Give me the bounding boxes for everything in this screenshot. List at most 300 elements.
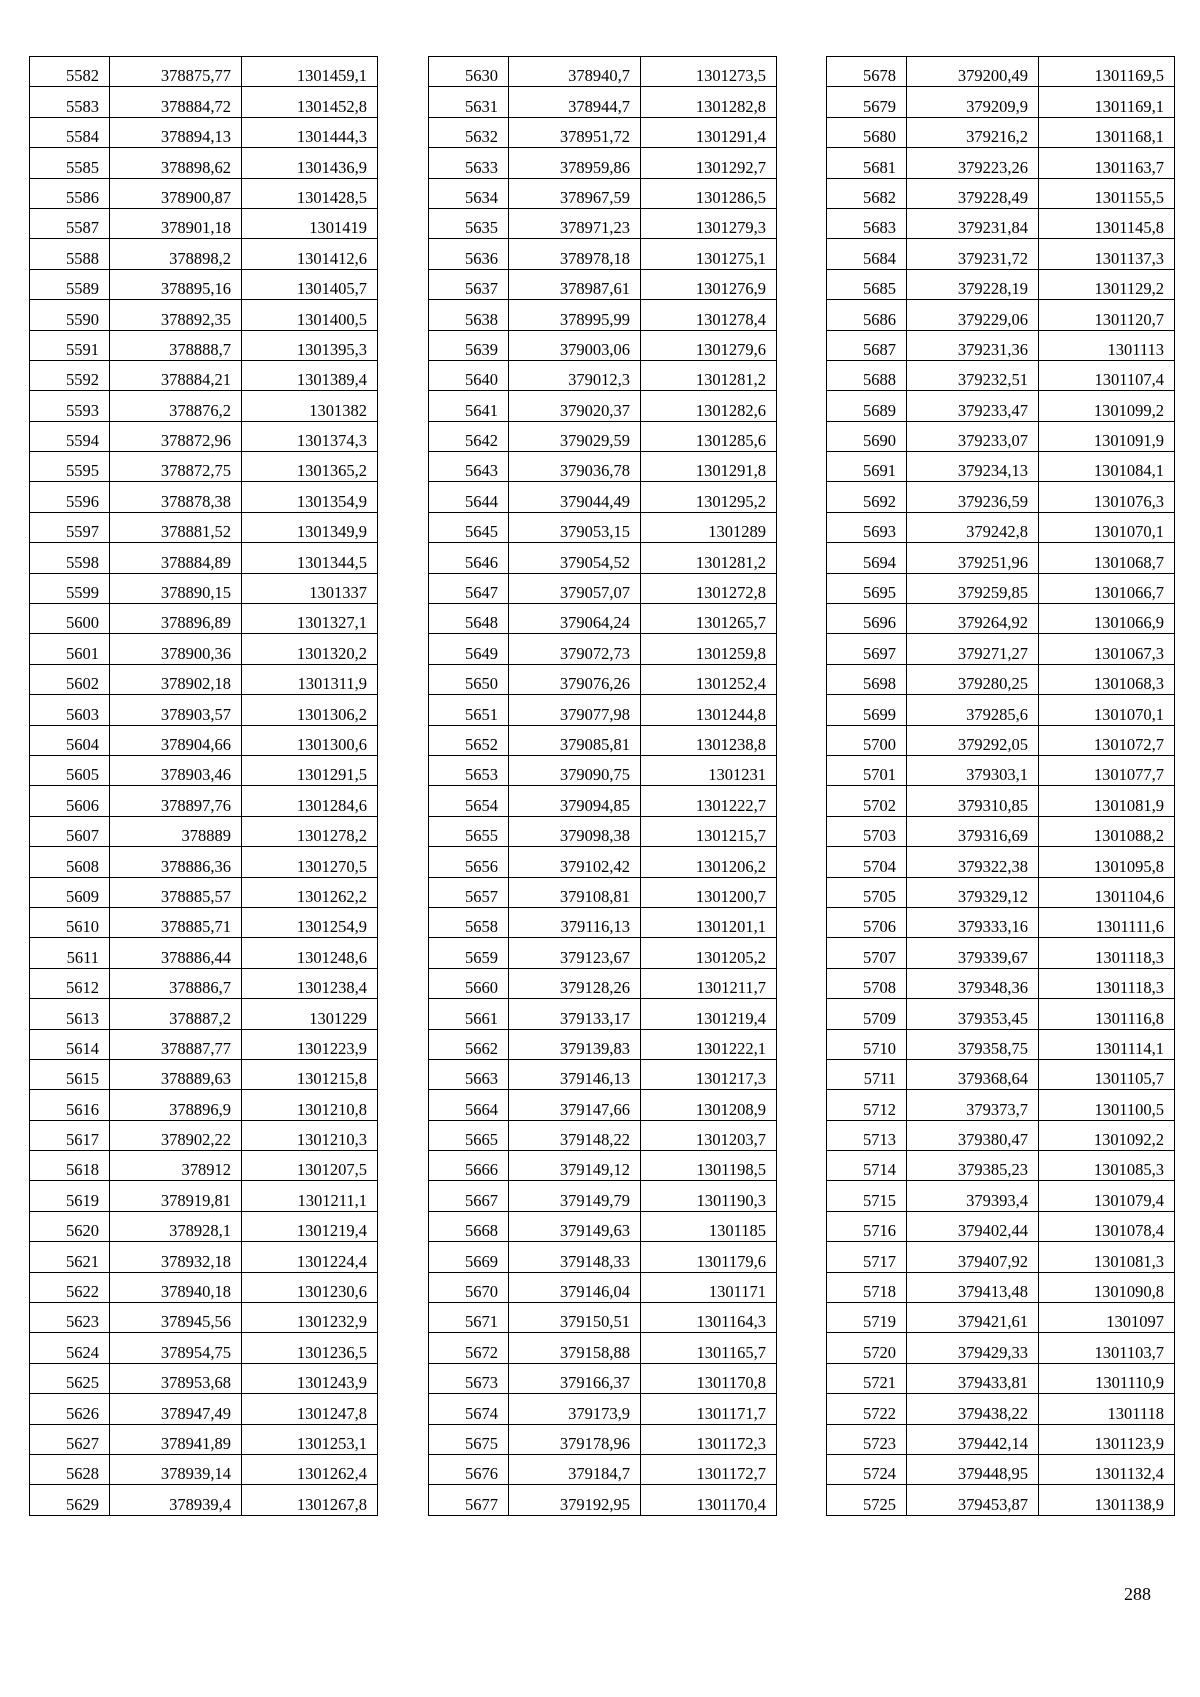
y-coordinate-cell: 1301095,8: [1039, 847, 1175, 877]
table-row: [30, 1029, 378, 1059]
x-coordinate-cell: 379339,67: [907, 938, 1039, 968]
y-coordinate-cell: 1301273,5: [641, 57, 777, 87]
table-row: [827, 816, 1175, 846]
table-row: [827, 208, 1175, 238]
y-coordinate-cell: 1301081,3: [1039, 1242, 1175, 1272]
x-coordinate-cell: 378884,72: [110, 87, 242, 117]
point-number-cell: 5723: [827, 1424, 907, 1454]
point-number-cell: 5593: [30, 391, 110, 421]
y-coordinate-cell: 1301185: [641, 1211, 777, 1241]
x-coordinate-cell: 379020,37: [509, 391, 641, 421]
point-number-cell: 5722: [827, 1394, 907, 1424]
table-row: [30, 57, 378, 87]
point-number-cell: 5680: [827, 117, 907, 147]
point-number-cell: 5688: [827, 360, 907, 390]
point-number-cell: 5694: [827, 543, 907, 573]
table-row: [429, 816, 777, 846]
y-coordinate-cell: 1301238,4: [242, 968, 378, 998]
table-row: [429, 452, 777, 482]
table-row: [30, 360, 378, 390]
x-coordinate-cell: 378940,7: [509, 57, 641, 87]
point-number-cell: 5670: [429, 1272, 509, 1302]
x-coordinate-cell: 378885,57: [110, 877, 242, 907]
table-row: [827, 482, 1175, 512]
table-row: [429, 360, 777, 390]
point-number-cell: 5665: [429, 1120, 509, 1150]
table-row: [429, 695, 777, 725]
table-row: [30, 1394, 378, 1424]
x-coordinate-cell: 379438,22: [907, 1394, 1039, 1424]
x-coordinate-cell: 379453,87: [907, 1485, 1039, 1515]
y-coordinate-cell: 1301081,9: [1039, 786, 1175, 816]
x-coordinate-cell: 379166,37: [509, 1363, 641, 1393]
table-row: [30, 725, 378, 755]
x-coordinate-cell: 379285,6: [907, 695, 1039, 725]
point-number-cell: 5708: [827, 968, 907, 998]
point-number-cell: 5700: [827, 725, 907, 755]
point-number-cell: 5714: [827, 1151, 907, 1181]
x-coordinate-cell: 379133,17: [509, 999, 641, 1029]
x-coordinate-cell: 378896,9: [110, 1090, 242, 1120]
x-coordinate-cell: 378892,35: [110, 300, 242, 330]
table-row: [827, 1242, 1175, 1272]
y-coordinate-cell: 1301262,4: [242, 1454, 378, 1484]
table-row: [429, 391, 777, 421]
point-number-cell: 5624: [30, 1333, 110, 1363]
point-number-cell: 5661: [429, 999, 509, 1029]
x-coordinate-cell: 379003,06: [509, 330, 641, 360]
y-coordinate-cell: 1301276,9: [641, 269, 777, 299]
x-coordinate-cell: 379094,85: [509, 786, 641, 816]
x-coordinate-cell: 378896,89: [110, 604, 242, 634]
point-number-cell: 5695: [827, 573, 907, 603]
point-number-cell: 5675: [429, 1424, 509, 1454]
x-coordinate-cell: 378881,52: [110, 512, 242, 542]
x-coordinate-cell: 379149,12: [509, 1151, 641, 1181]
table-row: [429, 938, 777, 968]
table-row: [827, 847, 1175, 877]
y-coordinate-cell: 1301168,1: [1039, 117, 1175, 147]
y-coordinate-cell: 1301110,9: [1039, 1363, 1175, 1393]
point-number-cell: 5654: [429, 786, 509, 816]
point-number-cell: 5660: [429, 968, 509, 998]
x-coordinate-cell: 379233,47: [907, 391, 1039, 421]
table-row: [30, 208, 378, 238]
table-row: [827, 1424, 1175, 1454]
table-row: [30, 239, 378, 269]
y-coordinate-cell: 1301405,7: [242, 269, 378, 299]
point-number-cell: 5601: [30, 634, 110, 664]
x-coordinate-cell: 379231,36: [907, 330, 1039, 360]
point-number-cell: 5674: [429, 1394, 509, 1424]
table-row: [30, 907, 378, 937]
x-coordinate-cell: 379054,52: [509, 543, 641, 573]
table-row: [30, 178, 378, 208]
point-number-cell: 5614: [30, 1029, 110, 1059]
y-coordinate-cell: 1301215,8: [242, 1059, 378, 1089]
point-number-cell: 5643: [429, 452, 509, 482]
point-number-cell: 5611: [30, 938, 110, 968]
table-row: [30, 1272, 378, 1302]
y-coordinate-cell: 1301206,2: [641, 847, 777, 877]
x-coordinate-cell: 378888,7: [110, 330, 242, 360]
y-coordinate-cell: 1301400,5: [242, 300, 378, 330]
point-number-cell: 5592: [30, 360, 110, 390]
point-number-cell: 5724: [827, 1454, 907, 1484]
x-coordinate-cell: 378894,13: [110, 117, 242, 147]
x-coordinate-cell: 379413,48: [907, 1272, 1039, 1302]
point-number-cell: 5591: [30, 330, 110, 360]
y-coordinate-cell: 1301066,7: [1039, 573, 1175, 603]
x-coordinate-cell: 379123,67: [509, 938, 641, 968]
point-number-cell: 5713: [827, 1120, 907, 1150]
point-number-cell: 5721: [827, 1363, 907, 1393]
y-coordinate-cell: 1301105,7: [1039, 1059, 1175, 1089]
x-coordinate-cell: 379178,96: [509, 1424, 641, 1454]
x-coordinate-cell: 379259,85: [907, 573, 1039, 603]
y-coordinate-cell: 1301210,3: [242, 1120, 378, 1150]
point-number-cell: 5639: [429, 330, 509, 360]
x-coordinate-cell: 378886,7: [110, 968, 242, 998]
y-coordinate-cell: 1301354,9: [242, 482, 378, 512]
point-number-cell: 5647: [429, 573, 509, 603]
x-coordinate-cell: 378940,18: [110, 1272, 242, 1302]
table-row: [30, 999, 378, 1029]
x-coordinate-cell: 378890,15: [110, 573, 242, 603]
x-coordinate-cell: 378884,21: [110, 360, 242, 390]
point-number-cell: 5616: [30, 1090, 110, 1120]
table-row: [30, 938, 378, 968]
point-number-cell: 5589: [30, 269, 110, 299]
x-coordinate-cell: 379393,4: [907, 1181, 1039, 1211]
point-number-cell: 5644: [429, 482, 509, 512]
y-coordinate-cell: 1301279,3: [641, 208, 777, 238]
y-coordinate-cell: 1301262,2: [242, 877, 378, 907]
x-coordinate-cell: 379102,42: [509, 847, 641, 877]
point-number-cell: 5582: [30, 57, 110, 87]
y-coordinate-cell: 1301412,6: [242, 239, 378, 269]
table-row: [30, 1242, 378, 1272]
point-number-cell: 5642: [429, 421, 509, 451]
x-coordinate-cell: 379264,92: [907, 604, 1039, 634]
x-coordinate-cell: 379229,06: [907, 300, 1039, 330]
table-row: [429, 786, 777, 816]
point-number-cell: 5705: [827, 877, 907, 907]
table-row: [429, 1394, 777, 1424]
x-coordinate-cell: 378898,62: [110, 148, 242, 178]
x-coordinate-cell: 378900,36: [110, 634, 242, 664]
point-number-cell: 5584: [30, 117, 110, 147]
x-coordinate-cell: 379077,98: [509, 695, 641, 725]
y-coordinate-cell: 1301291,8: [641, 452, 777, 482]
table-row: [30, 634, 378, 664]
y-coordinate-cell: 1301200,7: [641, 877, 777, 907]
y-coordinate-cell: 1301129,2: [1039, 269, 1175, 299]
table-row: [827, 604, 1175, 634]
table-row: [827, 1211, 1175, 1241]
point-number-cell: 5702: [827, 786, 907, 816]
point-number-cell: 5619: [30, 1181, 110, 1211]
point-number-cell: 5707: [827, 938, 907, 968]
table-row: [827, 1059, 1175, 1089]
y-coordinate-cell: 1301070,1: [1039, 695, 1175, 725]
point-number-cell: 5603: [30, 695, 110, 725]
table-row: [429, 1424, 777, 1454]
x-coordinate-cell: 379064,24: [509, 604, 641, 634]
y-coordinate-cell: 1301279,6: [641, 330, 777, 360]
point-number-cell: 5638: [429, 300, 509, 330]
y-coordinate-cell: 1301272,8: [641, 573, 777, 603]
table-row: [429, 87, 777, 117]
x-coordinate-cell: 379329,12: [907, 877, 1039, 907]
x-coordinate-cell: 378889,63: [110, 1059, 242, 1089]
point-number-cell: 5628: [30, 1454, 110, 1484]
y-coordinate-cell: 1301170,8: [641, 1363, 777, 1393]
x-coordinate-cell: 378872,75: [110, 452, 242, 482]
x-coordinate-cell: 379233,07: [907, 421, 1039, 451]
y-coordinate-cell: 1301120,7: [1039, 300, 1175, 330]
point-number-cell: 5637: [429, 269, 509, 299]
y-coordinate-cell: 1301138,9: [1039, 1485, 1175, 1515]
y-coordinate-cell: 1301145,8: [1039, 208, 1175, 238]
page-number: 288: [1124, 1584, 1151, 1604]
point-number-cell: 5650: [429, 664, 509, 694]
y-coordinate-cell: 1301172,3: [641, 1424, 777, 1454]
table-row: [30, 573, 378, 603]
table-row: [827, 695, 1175, 725]
x-coordinate-cell: 378932,18: [110, 1242, 242, 1272]
x-coordinate-cell: 378903,46: [110, 755, 242, 785]
point-number-cell: 5636: [429, 239, 509, 269]
x-coordinate-cell: 379200,49: [907, 57, 1039, 87]
x-coordinate-cell: 378947,49: [110, 1394, 242, 1424]
point-number-cell: 5699: [827, 695, 907, 725]
y-coordinate-cell: 1301337: [242, 573, 378, 603]
point-number-cell: 5692: [827, 482, 907, 512]
y-coordinate-cell: 1301254,9: [242, 907, 378, 937]
table-row: [429, 543, 777, 573]
y-coordinate-cell: 1301215,7: [641, 816, 777, 846]
x-coordinate-cell: 378875,77: [110, 57, 242, 87]
x-coordinate-cell: 379433,81: [907, 1363, 1039, 1393]
table-row: [429, 1303, 777, 1333]
table-row: [429, 239, 777, 269]
table-row: [429, 1059, 777, 1089]
x-coordinate-cell: 378886,44: [110, 938, 242, 968]
table-row: [30, 1059, 378, 1089]
y-coordinate-cell: 1301219,4: [242, 1211, 378, 1241]
y-coordinate-cell: 1301281,2: [641, 360, 777, 390]
point-number-cell: 5709: [827, 999, 907, 1029]
coordinates-table-1: [29, 56, 378, 1516]
table-row: [429, 1181, 777, 1211]
x-coordinate-cell: 379353,45: [907, 999, 1039, 1029]
x-coordinate-cell: 378987,61: [509, 269, 641, 299]
y-coordinate-cell: 1301232,9: [242, 1303, 378, 1333]
point-number-cell: 5607: [30, 816, 110, 846]
y-coordinate-cell: 1301292,7: [641, 148, 777, 178]
point-number-cell: 5690: [827, 421, 907, 451]
point-number-cell: 5645: [429, 512, 509, 542]
x-coordinate-cell: 378878,38: [110, 482, 242, 512]
x-coordinate-cell: 379429,33: [907, 1333, 1039, 1363]
y-coordinate-cell: 1301344,5: [242, 543, 378, 573]
table-row: [827, 573, 1175, 603]
point-number-cell: 5668: [429, 1211, 509, 1241]
table-row: [30, 1303, 378, 1333]
x-coordinate-cell: 378959,86: [509, 148, 641, 178]
y-coordinate-cell: 1301217,3: [641, 1059, 777, 1089]
point-number-cell: 5623: [30, 1303, 110, 1333]
point-number-cell: 5640: [429, 360, 509, 390]
table-row: [827, 543, 1175, 573]
x-coordinate-cell: 378978,18: [509, 239, 641, 269]
y-coordinate-cell: 1301118,3: [1039, 938, 1175, 968]
x-coordinate-cell: 379316,69: [907, 816, 1039, 846]
point-number-cell: 5594: [30, 421, 110, 451]
table-row: [429, 968, 777, 998]
x-coordinate-cell: 379098,38: [509, 816, 641, 846]
y-coordinate-cell: 1301291,4: [641, 117, 777, 147]
point-number-cell: 5625: [30, 1363, 110, 1393]
point-number-cell: 5685: [827, 269, 907, 299]
y-coordinate-cell: 1301428,5: [242, 178, 378, 208]
x-coordinate-cell: 378902,18: [110, 664, 242, 694]
table-row: [827, 1029, 1175, 1059]
y-coordinate-cell: 1301084,1: [1039, 452, 1175, 482]
point-number-cell: 5587: [30, 208, 110, 238]
point-number-cell: 5649: [429, 634, 509, 664]
x-coordinate-cell: 379251,96: [907, 543, 1039, 573]
point-number-cell: 5679: [827, 87, 907, 117]
table-row: [30, 300, 378, 330]
y-coordinate-cell: 1301222,7: [641, 786, 777, 816]
y-coordinate-cell: 1301170,4: [641, 1485, 777, 1515]
table-row: [429, 1211, 777, 1241]
y-coordinate-cell: 1301207,5: [242, 1151, 378, 1181]
x-coordinate-cell: 379085,81: [509, 725, 641, 755]
x-coordinate-cell: 379373,7: [907, 1090, 1039, 1120]
table-row: [429, 1363, 777, 1393]
point-number-cell: 5617: [30, 1120, 110, 1150]
point-number-cell: 5595: [30, 452, 110, 482]
y-coordinate-cell: 1301289: [641, 512, 777, 542]
point-number-cell: 5602: [30, 664, 110, 694]
table-row: [30, 391, 378, 421]
table-row: [30, 816, 378, 846]
x-coordinate-cell: 379232,51: [907, 360, 1039, 390]
table-row: [30, 1120, 378, 1150]
point-number-cell: 5610: [30, 907, 110, 937]
y-coordinate-cell: 1301171,7: [641, 1394, 777, 1424]
y-coordinate-cell: 1301172,7: [641, 1454, 777, 1484]
x-coordinate-cell: 378884,89: [110, 543, 242, 573]
table-row: [827, 1272, 1175, 1302]
table-row: [30, 87, 378, 117]
y-coordinate-cell: 1301203,7: [641, 1120, 777, 1150]
y-coordinate-cell: 1301169,1: [1039, 87, 1175, 117]
y-coordinate-cell: 1301171: [641, 1272, 777, 1302]
y-coordinate-cell: 1301100,5: [1039, 1090, 1175, 1120]
table-row: [827, 755, 1175, 785]
point-number-cell: 5657: [429, 877, 509, 907]
table-row: [429, 330, 777, 360]
y-coordinate-cell: 1301211,1: [242, 1181, 378, 1211]
y-coordinate-cell: 1301282,6: [641, 391, 777, 421]
y-coordinate-cell: 1301068,3: [1039, 664, 1175, 694]
y-coordinate-cell: 1301210,8: [242, 1090, 378, 1120]
table-row: [30, 1485, 378, 1515]
table-row: [30, 148, 378, 178]
y-coordinate-cell: 1301070,1: [1039, 512, 1175, 542]
y-coordinate-cell: 1301395,3: [242, 330, 378, 360]
y-coordinate-cell: 1301238,8: [641, 725, 777, 755]
point-number-cell: 5664: [429, 1090, 509, 1120]
y-coordinate-cell: 1301211,7: [641, 968, 777, 998]
x-coordinate-cell: 379149,63: [509, 1211, 641, 1241]
point-number-cell: 5659: [429, 938, 509, 968]
point-number-cell: 5677: [429, 1485, 509, 1515]
x-coordinate-cell: 379148,22: [509, 1120, 641, 1150]
table-row: [30, 1090, 378, 1120]
point-number-cell: 5612: [30, 968, 110, 998]
table-row: [429, 421, 777, 451]
point-number-cell: 5658: [429, 907, 509, 937]
table-row: [827, 330, 1175, 360]
point-number-cell: 5583: [30, 87, 110, 117]
x-coordinate-cell: 379146,04: [509, 1272, 641, 1302]
table-row: [429, 178, 777, 208]
point-number-cell: 5691: [827, 452, 907, 482]
table-row: [30, 664, 378, 694]
y-coordinate-cell: 1301253,1: [242, 1424, 378, 1454]
table-row: [30, 604, 378, 634]
table-row: [429, 57, 777, 87]
x-coordinate-cell: 379234,13: [907, 452, 1039, 482]
x-coordinate-cell: 379407,92: [907, 1242, 1039, 1272]
x-coordinate-cell: 379076,26: [509, 664, 641, 694]
x-coordinate-cell: 379280,25: [907, 664, 1039, 694]
table-row: [827, 907, 1175, 937]
x-coordinate-cell: 379209,9: [907, 87, 1039, 117]
point-number-cell: 5684: [827, 239, 907, 269]
x-coordinate-cell: 378876,2: [110, 391, 242, 421]
x-coordinate-cell: 379057,07: [509, 573, 641, 603]
table-row: [827, 786, 1175, 816]
table-row: [827, 360, 1175, 390]
y-coordinate-cell: 1301223,9: [242, 1029, 378, 1059]
table-row: [429, 1151, 777, 1181]
x-coordinate-cell: 378939,14: [110, 1454, 242, 1484]
x-coordinate-cell: 378872,96: [110, 421, 242, 451]
y-coordinate-cell: 1301068,7: [1039, 543, 1175, 573]
x-coordinate-cell: 379322,38: [907, 847, 1039, 877]
x-coordinate-cell: 378954,75: [110, 1333, 242, 1363]
table-row: [827, 999, 1175, 1029]
x-coordinate-cell: 378928,1: [110, 1211, 242, 1241]
y-coordinate-cell: 1301078,4: [1039, 1211, 1175, 1241]
table-row: [429, 1454, 777, 1484]
table-row: [827, 1454, 1175, 1484]
x-coordinate-cell: 379228,49: [907, 178, 1039, 208]
point-number-cell: 5719: [827, 1303, 907, 1333]
table-row: [827, 391, 1175, 421]
x-coordinate-cell: 378895,16: [110, 269, 242, 299]
y-coordinate-cell: 1301066,9: [1039, 604, 1175, 634]
table-row: [429, 725, 777, 755]
y-coordinate-cell: 1301137,3: [1039, 239, 1175, 269]
x-coordinate-cell: 379116,13: [509, 907, 641, 937]
